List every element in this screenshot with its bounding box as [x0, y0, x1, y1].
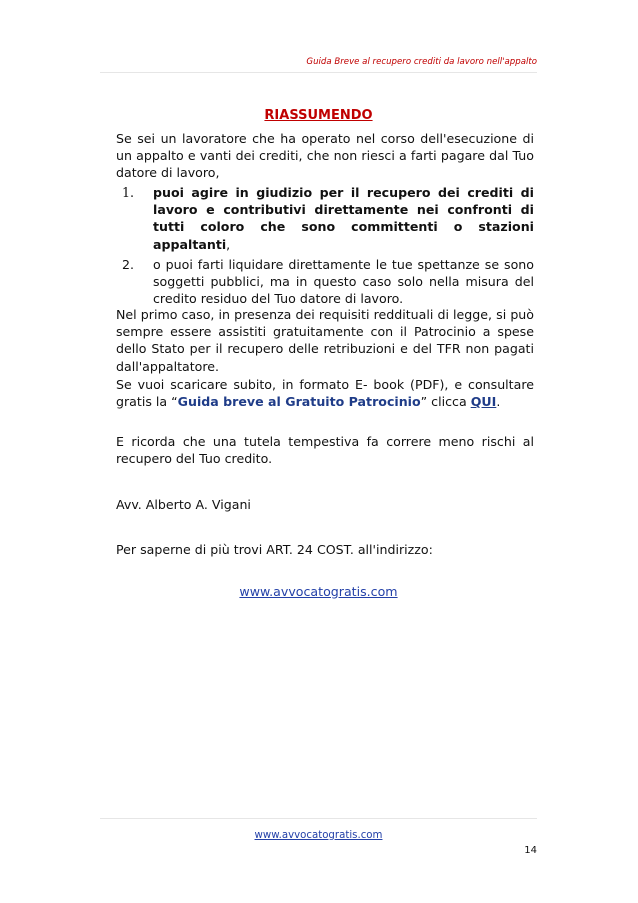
signature: Avv. Alberto A. Vigani — [116, 497, 251, 512]
list-item-text: puoi agire in giudizio per il recupero dei crediti di lavoro e contributivi direttamente nei confronti di tutti coloro che sono committenti o stazioni appaltanti — [153, 185, 534, 252]
reminder-paragraph: E ricorda che una tutela tempestiva fa correre meno rischi al recupero del Tuo credito. — [116, 434, 534, 467]
list-number: 1. — [122, 185, 135, 200]
website-link[interactable]: www.avvocatogratis.com — [239, 584, 398, 599]
guide-title-link[interactable]: Guida breve al Gratuito Patrocinio — [177, 394, 421, 410]
footer-website-link[interactable]: www.avvocatogratis.com — [254, 830, 383, 841]
intro-paragraph: Se sei un lavoratore che ha operato nel corso dell'esecuzione di un appalto e vanti dei crediti, che non riesci a farti pagare dal Tuo datore di lavoro, — [116, 131, 534, 181]
list-item — [122, 184, 534, 253]
download-middle: ” clicca — [420, 394, 471, 410]
list-item-text: o puoi farti liquidare direttamente le tue spettanze se sono soggetti pubblici, ma in questo caso solo nella misura del credito residuo del Tuo datore di lavoro. — [153, 256, 534, 307]
running-header: Guida Breve al recupero crediti da lavoro nell'appalto — [306, 57, 537, 67]
download-paragraph — [116, 376, 534, 410]
list-item-suffix: , — [226, 236, 231, 252]
footer-divider — [100, 818, 537, 819]
download-end: . — [496, 394, 501, 410]
list-item — [122, 256, 534, 308]
list-number: 2. — [122, 256, 135, 272]
header-divider — [100, 72, 537, 73]
options-list — [122, 184, 534, 307]
section-title: RIASSUMENDO — [264, 108, 373, 123]
more-info-text: Per saperne di più trovi ART. 24 COST. all'indirizzo: — [116, 542, 433, 557]
download-link[interactable]: QUI — [470, 394, 497, 410]
page-number: 14 — [524, 845, 537, 856]
legal-aid-paragraph: Nel primo caso, in presenza dei requisiti reddituali di legge, si può sempre essere assistiti gratuitamente con il Patrocinio a spese dello Stato per il recupero delle retribuzioni e del TFR non pagati dall'appaltatore. — [116, 307, 534, 374]
download-prefix: Se vuoi scaricare subito, in formato E- book (PDF), e consultare gratis la “ — [116, 377, 534, 410]
